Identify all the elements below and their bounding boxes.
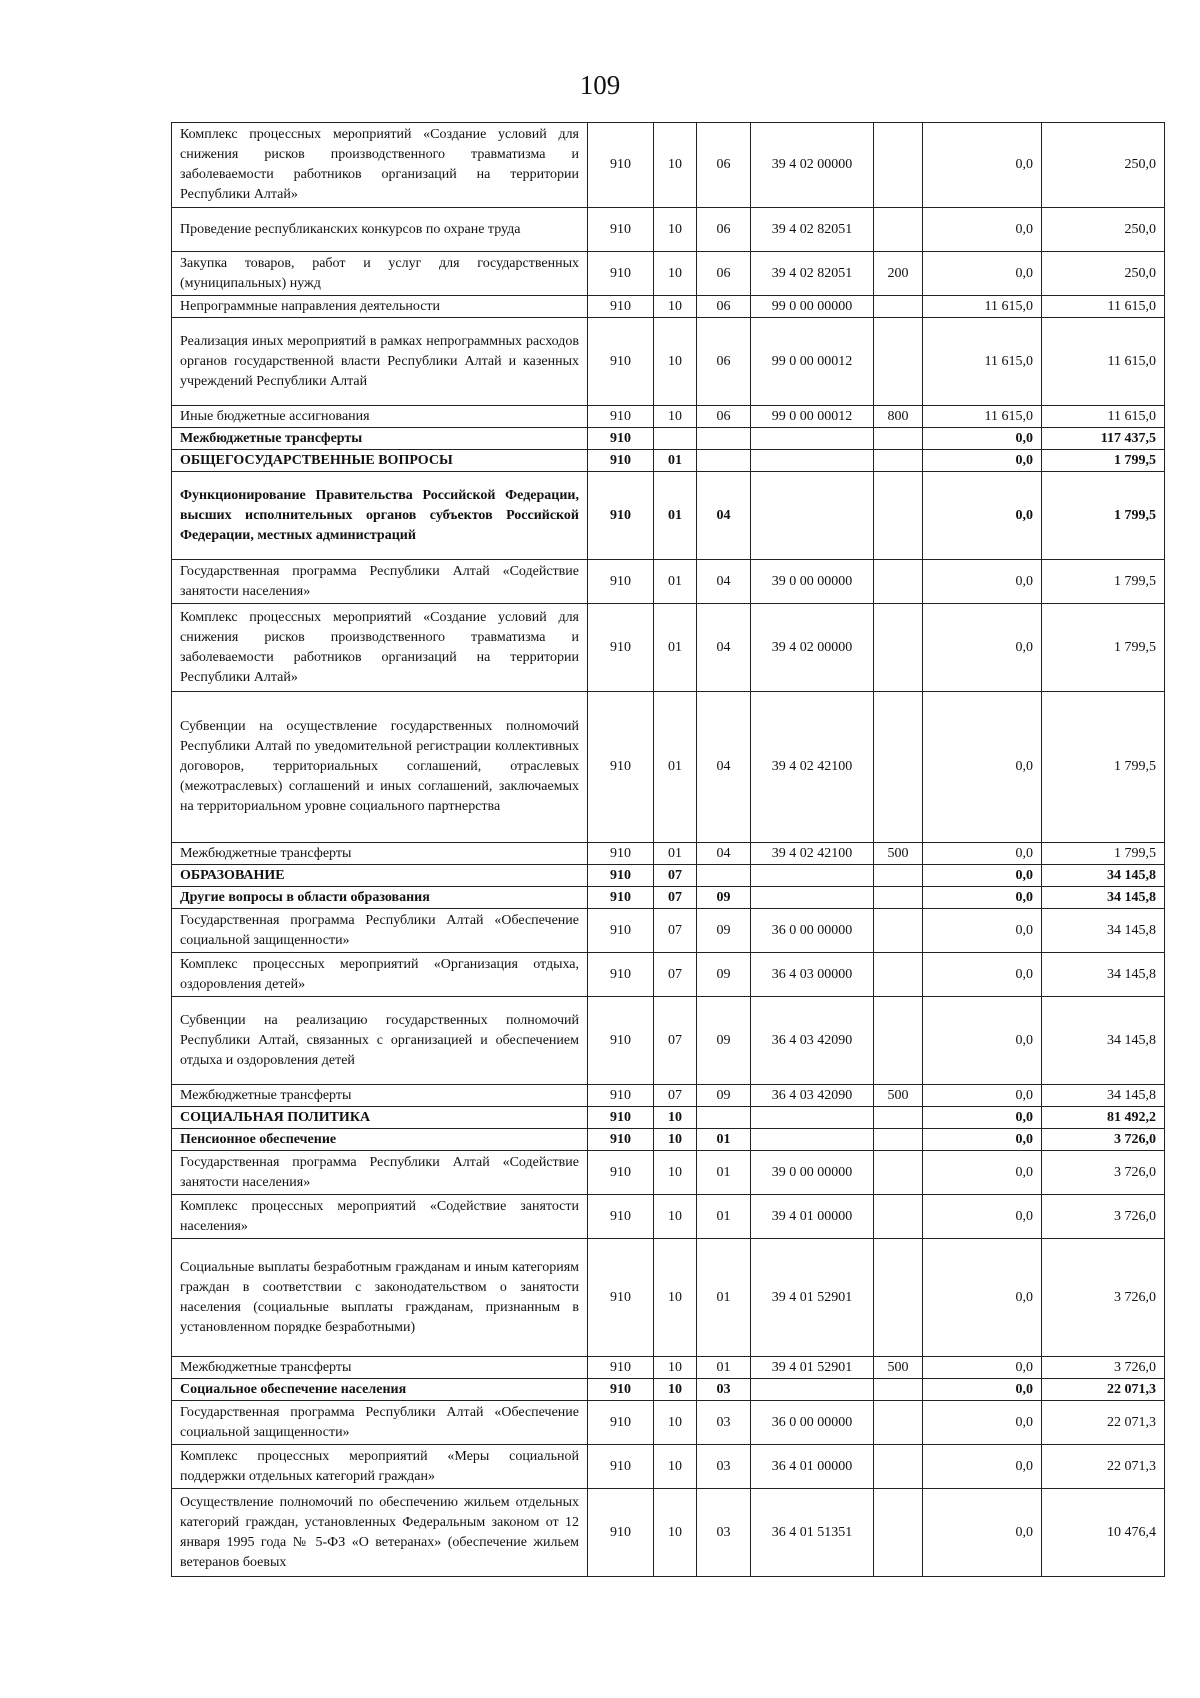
row-grbs: 910	[588, 296, 654, 318]
row-target-article: 39 4 01 52901	[751, 1357, 874, 1379]
row-section: 10	[654, 123, 697, 208]
row-name: Реализация иных мероприятий в рамках непрограммных расходов органов государственной власти Республики Алтай и казенных учреждений Республики Алтай	[172, 318, 588, 406]
row-section: 01	[654, 692, 697, 843]
row-expense-type	[874, 1195, 923, 1239]
row-name: Закупка товаров, работ и услуг для государственных (муниципальных) нужд	[172, 252, 588, 296]
row-amount-1: 0,0	[923, 1195, 1042, 1239]
row-section: 07	[654, 865, 697, 887]
row-expense-type	[874, 428, 923, 450]
row-subsection: 09	[697, 1085, 751, 1107]
row-subsection: 06	[697, 252, 751, 296]
row-name: Пенсионное обеспечение	[172, 1129, 588, 1151]
row-amount-2: 34 145,8	[1042, 953, 1165, 997]
row-section: 10	[654, 1107, 697, 1129]
table-row	[172, 1357, 1165, 1379]
table-row	[172, 1195, 1165, 1239]
row-subsection: 01	[697, 1357, 751, 1379]
row-section: 10	[654, 1129, 697, 1151]
row-expense-type	[874, 208, 923, 252]
row-section: 10	[654, 1239, 697, 1357]
row-name: Субвенции на реализацию государственных полномочий Республики Алтай, связанных с организацией и обеспечением отдыха и оздоровления детей	[172, 997, 588, 1085]
page-number: 109	[579, 70, 621, 100]
row-amount-1: 0,0	[923, 1239, 1042, 1357]
row-amount-1: 0,0	[923, 909, 1042, 953]
row-grbs: 910	[588, 1129, 654, 1151]
row-expense-type: 800	[874, 406, 923, 428]
row-target-article: 99 0 00 00012	[751, 406, 874, 428]
row-subsection: 01	[697, 1239, 751, 1357]
table-body	[172, 123, 1165, 1577]
row-section: 07	[654, 997, 697, 1085]
row-section: 07	[654, 953, 697, 997]
row-amount-2: 1 799,5	[1042, 472, 1165, 560]
row-subsection	[697, 428, 751, 450]
table-row	[172, 887, 1165, 909]
row-subsection: 09	[697, 997, 751, 1085]
row-expense-type	[874, 909, 923, 953]
row-target-article: 99 0 00 00000	[751, 296, 874, 318]
table-row	[172, 252, 1165, 296]
row-name: Межбюджетные трансферты	[172, 1085, 588, 1107]
row-grbs: 910	[588, 252, 654, 296]
row-target-article	[751, 472, 874, 560]
row-grbs: 910	[588, 208, 654, 252]
row-name: ОБЩЕГОСУДАРСТВЕННЫЕ ВОПРОСЫ	[172, 450, 588, 472]
row-amount-1: 11 615,0	[923, 406, 1042, 428]
table-row	[172, 843, 1165, 865]
row-name: Межбюджетные трансферты	[172, 1357, 588, 1379]
row-section: 01	[654, 450, 697, 472]
row-amount-1: 11 615,0	[923, 296, 1042, 318]
row-subsection	[697, 865, 751, 887]
row-amount-1: 0,0	[923, 123, 1042, 208]
table-row	[172, 1107, 1165, 1129]
row-name: Комплекс процессных мероприятий «Создание условий для снижения рисков производственного травматизма и заболеваемости работников организаций на территории Республики Алтай»	[172, 604, 588, 692]
row-name: Комплекс процессных мероприятий «Организация отдыха, оздоровления детей»	[172, 953, 588, 997]
row-subsection: 06	[697, 208, 751, 252]
table-row	[172, 997, 1165, 1085]
table-row	[172, 428, 1165, 450]
row-amount-1: 0,0	[923, 887, 1042, 909]
table-row	[172, 1151, 1165, 1195]
row-amount-1: 0,0	[923, 953, 1042, 997]
row-subsection	[697, 450, 751, 472]
row-expense-type	[874, 318, 923, 406]
row-amount-1: 0,0	[923, 843, 1042, 865]
row-grbs: 910	[588, 843, 654, 865]
row-grbs: 910	[588, 1445, 654, 1489]
row-grbs: 910	[588, 1085, 654, 1107]
table-row	[172, 953, 1165, 997]
row-grbs: 910	[588, 428, 654, 450]
row-amount-1: 0,0	[923, 450, 1042, 472]
row-amount-1: 0,0	[923, 1379, 1042, 1401]
row-target-article	[751, 1129, 874, 1151]
row-grbs: 910	[588, 692, 654, 843]
row-subsection: 09	[697, 953, 751, 997]
row-subsection: 01	[697, 1151, 751, 1195]
row-amount-1: 0,0	[923, 252, 1042, 296]
row-name: Комплекс процессных мероприятий «Меры социальной поддержки отдельных категорий граждан»	[172, 1445, 588, 1489]
row-amount-2: 250,0	[1042, 123, 1165, 208]
row-grbs: 910	[588, 909, 654, 953]
row-target-article: 36 4 01 00000	[751, 1445, 874, 1489]
table-row	[172, 909, 1165, 953]
row-expense-type	[874, 692, 923, 843]
row-expense-type	[874, 1107, 923, 1129]
row-target-article: 39 4 01 52901	[751, 1239, 874, 1357]
row-section: 01	[654, 843, 697, 865]
row-section: 10	[654, 318, 697, 406]
row-subsection: 01	[697, 1195, 751, 1239]
row-target-article	[751, 865, 874, 887]
row-amount-2: 250,0	[1042, 208, 1165, 252]
row-subsection: 01	[697, 1129, 751, 1151]
row-name: Проведение республиканских конкурсов по охране труда	[172, 208, 588, 252]
table-row	[172, 1489, 1165, 1577]
row-subsection: 09	[697, 909, 751, 953]
row-amount-2: 34 145,8	[1042, 997, 1165, 1085]
row-amount-1: 0,0	[923, 997, 1042, 1085]
row-grbs: 910	[588, 123, 654, 208]
row-expense-type: 500	[874, 1085, 923, 1107]
row-amount-2: 1 799,5	[1042, 692, 1165, 843]
row-subsection: 04	[697, 604, 751, 692]
row-expense-type	[874, 1401, 923, 1445]
row-amount-2: 11 615,0	[1042, 296, 1165, 318]
row-name: Комплекс процессных мероприятий «Создание условий для снижения рисков производственного травматизма и заболеваемости работников организаций на территории Республики Алтай»	[172, 123, 588, 208]
row-name: Социальные выплаты безработным гражданам и иным категориям граждан в соответствии с законодательством о занятости населения (социальные выплаты гражданам, признанным в установленном порядке безработными)	[172, 1239, 588, 1357]
row-expense-type	[874, 1151, 923, 1195]
row-amount-2: 3 726,0	[1042, 1129, 1165, 1151]
row-subsection: 04	[697, 843, 751, 865]
row-amount-2: 11 615,0	[1042, 318, 1165, 406]
row-amount-1: 0,0	[923, 1445, 1042, 1489]
row-target-article: 36 4 03 42090	[751, 1085, 874, 1107]
row-grbs: 910	[588, 1107, 654, 1129]
row-amount-1: 11 615,0	[923, 318, 1042, 406]
row-subsection: 06	[697, 318, 751, 406]
row-expense-type	[874, 560, 923, 604]
row-amount-2: 1 799,5	[1042, 604, 1165, 692]
row-grbs: 910	[588, 472, 654, 560]
row-amount-1: 0,0	[923, 1357, 1042, 1379]
row-name: Осуществление полномочий по обеспечению жильем отдельных категорий граждан, установленных Федеральным законом от 12 января 1995 года № 5-ФЗ «О ветеранах» (обеспечение жильем ветеранов боевых	[172, 1489, 588, 1577]
row-expense-type	[874, 123, 923, 208]
row-grbs: 910	[588, 887, 654, 909]
table-row	[172, 1085, 1165, 1107]
row-section: 10	[654, 406, 697, 428]
row-name: Другие вопросы в области образования	[172, 887, 588, 909]
row-name: Субвенции на осуществление государственных полномочий Республики Алтай по уведомительной регистрации коллективных договоров, территориальных соглашений, отраслевых (межотраслевых) соглашений и иных соглашений, заключаемых на территориальном уровне социального партнерства	[172, 692, 588, 843]
row-amount-1: 0,0	[923, 1401, 1042, 1445]
row-target-article: 39 4 02 00000	[751, 123, 874, 208]
row-amount-1: 0,0	[923, 428, 1042, 450]
row-name: Социальное обеспечение населения	[172, 1379, 588, 1401]
row-amount-2: 34 145,8	[1042, 909, 1165, 953]
table-row	[172, 865, 1165, 887]
row-subsection: 04	[697, 472, 751, 560]
table-row	[172, 472, 1165, 560]
row-amount-1: 0,0	[923, 865, 1042, 887]
row-expense-type	[874, 604, 923, 692]
row-name: Государственная программа Республики Алтай «Обеспечение социальной защищенности»	[172, 1401, 588, 1445]
row-amount-2: 1 799,5	[1042, 560, 1165, 604]
row-subsection: 06	[697, 123, 751, 208]
row-subsection: 03	[697, 1379, 751, 1401]
row-amount-1: 0,0	[923, 1489, 1042, 1577]
row-section: 01	[654, 604, 697, 692]
row-amount-2: 11 615,0	[1042, 406, 1165, 428]
row-amount-2: 34 145,8	[1042, 887, 1165, 909]
row-subsection: 03	[697, 1401, 751, 1445]
row-amount-1: 0,0	[923, 1151, 1042, 1195]
row-section: 10	[654, 1489, 697, 1577]
row-section: 10	[654, 1151, 697, 1195]
row-amount-2: 22 071,3	[1042, 1379, 1165, 1401]
row-section: 10	[654, 252, 697, 296]
row-subsection	[697, 1107, 751, 1129]
row-grbs: 910	[588, 1195, 654, 1239]
row-name: Межбюджетные трансферты	[172, 843, 588, 865]
row-section: 10	[654, 208, 697, 252]
row-subsection: 04	[697, 692, 751, 843]
row-amount-1: 0,0	[923, 208, 1042, 252]
row-amount-2: 1 799,5	[1042, 450, 1165, 472]
table-row	[172, 406, 1165, 428]
row-grbs: 910	[588, 997, 654, 1085]
row-section: 10	[654, 1195, 697, 1239]
row-expense-type	[874, 1239, 923, 1357]
table-row	[172, 318, 1165, 406]
row-target-article: 39 0 00 00000	[751, 1151, 874, 1195]
table-row	[172, 450, 1165, 472]
row-expense-type	[874, 1445, 923, 1489]
row-subsection: 06	[697, 296, 751, 318]
row-name: Межбюджетные трансферты	[172, 428, 588, 450]
row-subsection: 03	[697, 1489, 751, 1577]
row-grbs: 910	[588, 1239, 654, 1357]
row-target-article: 39 4 02 42100	[751, 692, 874, 843]
row-target-article	[751, 450, 874, 472]
row-expense-type	[874, 450, 923, 472]
row-target-article	[751, 1107, 874, 1129]
row-target-article: 36 0 00 00000	[751, 1401, 874, 1445]
row-expense-type: 500	[874, 843, 923, 865]
row-section: 07	[654, 909, 697, 953]
row-expense-type	[874, 296, 923, 318]
table-row	[172, 1445, 1165, 1489]
row-grbs: 910	[588, 560, 654, 604]
table-row	[172, 208, 1165, 252]
row-subsection: 03	[697, 1445, 751, 1489]
row-amount-2: 250,0	[1042, 252, 1165, 296]
table-row	[172, 1239, 1165, 1357]
table-row	[172, 123, 1165, 208]
row-amount-1: 0,0	[923, 472, 1042, 560]
row-amount-1: 0,0	[923, 604, 1042, 692]
row-amount-2: 81 492,2	[1042, 1107, 1165, 1129]
row-amount-2: 3 726,0	[1042, 1239, 1165, 1357]
row-section: 01	[654, 472, 697, 560]
row-grbs: 910	[588, 1357, 654, 1379]
row-target-article: 36 4 03 00000	[751, 953, 874, 997]
row-grbs: 910	[588, 1401, 654, 1445]
row-section: 07	[654, 1085, 697, 1107]
row-expense-type	[874, 865, 923, 887]
row-grbs: 910	[588, 318, 654, 406]
row-target-article: 36 4 03 42090	[751, 997, 874, 1085]
row-amount-2: 22 071,3	[1042, 1445, 1165, 1489]
row-name: Функционирование Правительства Российской Федерации, высших исполнительных органов субъектов Российской Федерации, местных администраций	[172, 472, 588, 560]
row-target-article: 99 0 00 00012	[751, 318, 874, 406]
row-amount-2: 1 799,5	[1042, 843, 1165, 865]
row-target-article	[751, 428, 874, 450]
row-grbs: 910	[588, 1489, 654, 1577]
budget-table	[171, 122, 1165, 1577]
row-amount-1: 0,0	[923, 1129, 1042, 1151]
row-grbs: 910	[588, 865, 654, 887]
row-grbs: 910	[588, 1379, 654, 1401]
table-row	[172, 560, 1165, 604]
row-amount-1: 0,0	[923, 692, 1042, 843]
row-expense-type	[874, 1379, 923, 1401]
row-name: ОБРАЗОВАНИЕ	[172, 865, 588, 887]
row-expense-type	[874, 953, 923, 997]
table-row	[172, 604, 1165, 692]
row-target-article	[751, 1379, 874, 1401]
row-grbs: 910	[588, 406, 654, 428]
row-target-article: 39 4 02 82051	[751, 252, 874, 296]
row-amount-2: 10 476,4	[1042, 1489, 1165, 1577]
row-target-article: 36 4 01 51351	[751, 1489, 874, 1577]
row-section: 10	[654, 1445, 697, 1489]
row-amount-2: 3 726,0	[1042, 1195, 1165, 1239]
row-section	[654, 428, 697, 450]
row-section: 01	[654, 560, 697, 604]
row-grbs: 910	[588, 604, 654, 692]
row-name: Иные бюджетные ассигнования	[172, 406, 588, 428]
row-amount-1: 0,0	[923, 560, 1042, 604]
row-target-article: 39 4 02 00000	[751, 604, 874, 692]
row-name: СОЦИАЛЬНАЯ ПОЛИТИКА	[172, 1107, 588, 1129]
row-section: 10	[654, 1357, 697, 1379]
row-name: Комплекс процессных мероприятий «Содействие занятости населения»	[172, 1195, 588, 1239]
row-expense-type: 200	[874, 252, 923, 296]
row-target-article: 39 0 00 00000	[751, 560, 874, 604]
table-row	[172, 1401, 1165, 1445]
row-subsection: 09	[697, 887, 751, 909]
row-name: Государственная программа Республики Алтай «Содействие занятости населения»	[172, 1151, 588, 1195]
table-row	[172, 692, 1165, 843]
row-target-article: 39 4 02 42100	[751, 843, 874, 865]
row-amount-2: 117 437,5	[1042, 428, 1165, 450]
table-row	[172, 296, 1165, 318]
row-amount-1: 0,0	[923, 1085, 1042, 1107]
row-subsection: 04	[697, 560, 751, 604]
row-expense-type: 500	[874, 1357, 923, 1379]
row-expense-type	[874, 887, 923, 909]
row-section: 10	[654, 1379, 697, 1401]
row-grbs: 910	[588, 1151, 654, 1195]
table-row	[172, 1379, 1165, 1401]
row-amount-2: 34 145,8	[1042, 1085, 1165, 1107]
row-section: 07	[654, 887, 697, 909]
row-section: 10	[654, 1401, 697, 1445]
row-name: Государственная программа Республики Алтай «Содействие занятости населения»	[172, 560, 588, 604]
row-section: 10	[654, 296, 697, 318]
row-expense-type	[874, 472, 923, 560]
row-target-article: 39 4 01 00000	[751, 1195, 874, 1239]
row-amount-2: 3 726,0	[1042, 1357, 1165, 1379]
row-amount-2: 34 145,8	[1042, 865, 1165, 887]
row-target-article	[751, 887, 874, 909]
row-expense-type	[874, 1129, 923, 1151]
row-grbs: 910	[588, 450, 654, 472]
row-amount-2: 3 726,0	[1042, 1151, 1165, 1195]
row-subsection: 06	[697, 406, 751, 428]
row-amount-2: 22 071,3	[1042, 1401, 1165, 1445]
row-target-article: 39 4 02 82051	[751, 208, 874, 252]
row-target-article: 36 0 00 00000	[751, 909, 874, 953]
row-grbs: 910	[588, 953, 654, 997]
row-name: Непрограммные направления деятельности	[172, 296, 588, 318]
table-row	[172, 1129, 1165, 1151]
row-expense-type	[874, 997, 923, 1085]
row-name: Государственная программа Республики Алтай «Обеспечение социальной защищенности»	[172, 909, 588, 953]
row-amount-1: 0,0	[923, 1107, 1042, 1129]
row-expense-type	[874, 1489, 923, 1577]
